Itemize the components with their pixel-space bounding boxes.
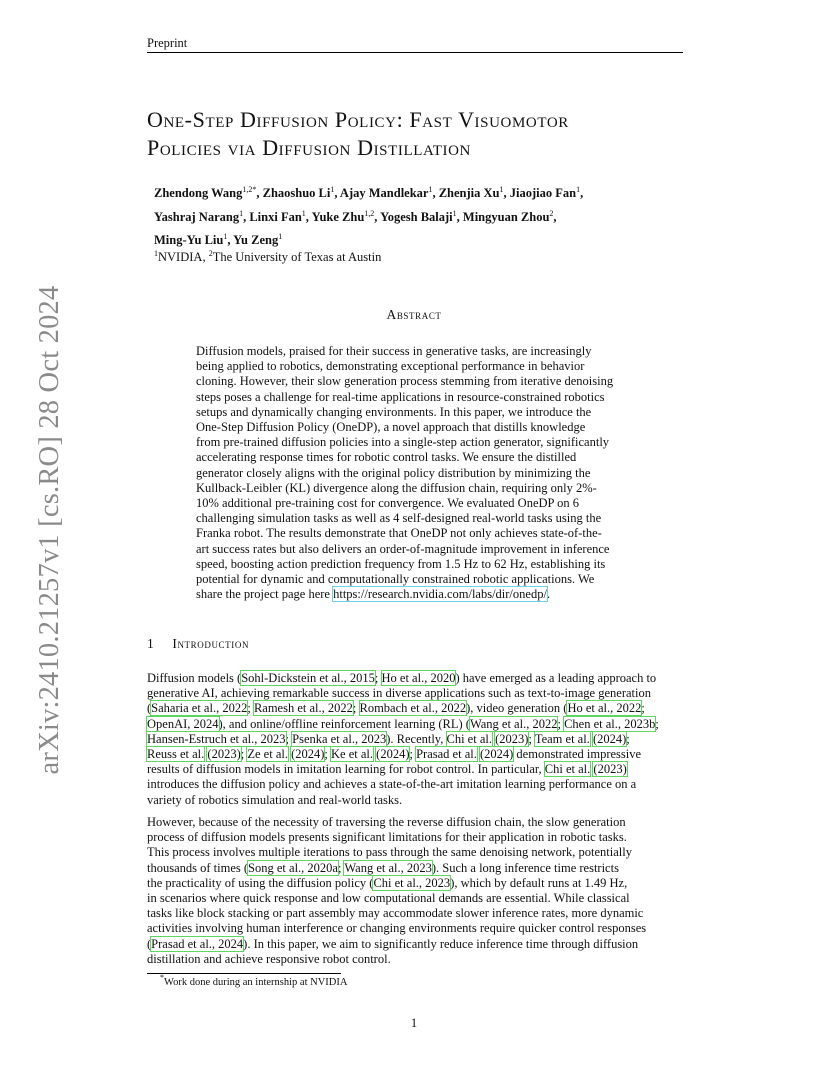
abstract-line: steps poses a challenge for real-time applications in resource-constrained robotics — [196, 389, 605, 404]
affiliation-mark: 2 — [208, 249, 213, 258]
text-run: ), and online/offline reinforcement learning (RL) ( — [218, 716, 470, 731]
text-run: ; — [557, 716, 565, 731]
author-line: Zhendong Wang$^{1,2*}$, Zhaoshuo Li$^1$, Ajay Mandlekar$^1$, Zhenjia Xu$^1$, Jiaojiao Fan$^1$, — [154, 185, 584, 200]
abstract-heading: Abstract — [386, 307, 442, 322]
text-run: This process involves multiple iterations to pass through the same denoising network, potentially — [147, 845, 632, 860]
author-affiliation-mark: 1 — [499, 185, 504, 194]
footnote-text: Work done during an internship at NVIDIA — [164, 977, 348, 988]
text-run: demonstrated impressive — [513, 747, 642, 762]
text-line — [147, 876, 687, 891]
author-affiliation-mark: 1 — [452, 208, 457, 218]
affiliations: $^1$NVIDIA, $^2$The University of Texas at Austin — [154, 249, 382, 264]
author-name: Jiaojiao Fan — [509, 186, 577, 200]
text-run: However, because of the necessity of traversing the reverse diffusion chain, the slow generation — [147, 815, 626, 829]
abstract-line: being applied to robotics, demonstrating exceptional performance in behavior — [196, 359, 585, 374]
text-run: ; — [626, 731, 630, 746]
affiliation-name: The University of Texas at Austin — [212, 250, 382, 264]
text-line — [147, 717, 687, 732]
author-affiliation-mark: 1 — [330, 185, 335, 194]
abstract-text — [196, 344, 636, 602]
citation-link[interactable]: Saharia et al., 2022 — [151, 701, 248, 716]
text-line — [147, 671, 687, 686]
abstract-line: Diffusion models, praised for their success in generative tasks, are increasingly — [196, 344, 592, 358]
abstract-line: accelerating response times for robotic control tasks. We ensure the distilled — [196, 450, 577, 465]
citation-link[interactable]: Hansen-Estruch et al., 2023 — [147, 731, 286, 746]
text-run: ; — [374, 671, 382, 685]
text-run: ; — [655, 716, 659, 731]
running-header: Preprint — [147, 36, 188, 50]
abstract-line: challenging simulation tasks as well as 4 self-designed real-world tasks using the — [196, 511, 602, 526]
abstract-last-line — [196, 587, 636, 602]
text-run: Diffusion models ( — [147, 671, 242, 685]
author-affiliation-mark: 2 — [549, 208, 554, 218]
text-line — [147, 921, 687, 936]
text-line — [147, 906, 687, 921]
title-line-1: One-Step Diffusion Policy: Fast Visuomotor — [147, 107, 569, 132]
text-line — [147, 861, 687, 876]
text-run: process of diffusion models presents significant limitations for their application in robotic tasks. — [147, 830, 627, 845]
citation-link[interactable]: Ke et al. — [331, 747, 374, 762]
text-line — [147, 937, 687, 952]
author-name: Zhendong Wang — [154, 186, 243, 200]
text-run: activities involving human interference or changing environments require quicker control responses — [147, 921, 647, 936]
citation-link[interactable]: Chi et al. — [446, 731, 492, 746]
author-affiliation-mark: 1 — [428, 185, 433, 194]
author-list — [154, 182, 694, 253]
text-run: ( — [147, 936, 152, 951]
text-run: distillation and achieve responsive robot control. — [147, 951, 391, 966]
header-rule — [147, 52, 683, 53]
author-name: Yu Zeng — [233, 233, 279, 247]
citation-link[interactable]: (2024) — [291, 747, 325, 762]
text-line — [147, 952, 687, 967]
author-footnote-mark: * — [252, 185, 257, 194]
title-line-2: Policies via Diffusion Distillation — [147, 135, 471, 160]
author-name: Yuke Zhu — [311, 209, 365, 224]
text-run: generative AI, achieving remarkable success in diverse applications such as text-to-image generation — [147, 686, 651, 701]
text-run: ( — [147, 701, 152, 716]
citation-link[interactable]: Ho et al., 2020 — [381, 671, 456, 685]
citation-link[interactable]: (2024) — [376, 747, 410, 762]
text-line — [147, 686, 687, 701]
text-line — [147, 777, 687, 792]
citation-link[interactable]: Ramesh et al., 2022 — [253, 701, 353, 716]
section-number: 1 — [147, 636, 155, 651]
author-name: Zhenjia Xu — [438, 186, 500, 200]
abstract-line: generator closely aligns with the original policy distribution by minimizing the — [196, 465, 591, 480]
text-line — [147, 830, 687, 845]
footnote-mark: * — [160, 973, 164, 982]
author-affiliation-mark: 1 — [223, 232, 228, 241]
citation-link[interactable]: Chen et al., 2023b — [564, 716, 656, 731]
abstract-lines — [196, 344, 636, 587]
abstract-line: speed, boosting action prediction frequency from 1.5 Hz to 62 Hz, establishing its — [196, 556, 606, 571]
text-run: ). In this paper, we aim to significantly reduce inference time through diffusion — [243, 936, 639, 951]
text-run: ; — [285, 731, 293, 746]
citation-link[interactable]: Chi et al. — [544, 762, 591, 777]
author-affiliation-mark: 1 — [278, 232, 283, 241]
project-page-link[interactable]: https://research.nvidia.com/labs/dir/onedp/ — [333, 587, 547, 602]
citation-link[interactable]: Ho et al., 2022 — [567, 701, 642, 716]
author-affiliation-mark: 1 — [239, 208, 244, 218]
intro-paragraph-1 — [147, 671, 687, 808]
author-name: Yashraj Narang — [154, 209, 240, 224]
author-name: Ajay Mandlekar — [339, 186, 429, 200]
abstract-line: cloning. However, their slow generation process stemming from iterative denoising — [196, 374, 614, 389]
text-line — [147, 747, 687, 762]
author-name: Mingyuan Zhou — [462, 209, 550, 224]
text-run: ), which by default runs at 1.49 Hz, — [450, 875, 628, 890]
citation-link[interactable]: Wang et al., 2023 — [344, 860, 432, 875]
section-title: Introduction — [172, 636, 250, 651]
section-heading-introduction — [147, 636, 249, 652]
abstract-last-prefix: share the project page here — [196, 587, 334, 602]
author-affiliation-mark: 1,2 — [364, 208, 375, 218]
abstract-line: from pre-trained diffusion policies into a single-step action generator, significantly — [196, 435, 610, 450]
text-run: ; — [409, 747, 417, 762]
author-line: Yashraj Narang$^1$, Linxi Fan$^1$, Yuke Zhu$^{1,2}$, Yogesh Balaji$^1$, Mingyuan Zhou$^2$, — [154, 208, 557, 224]
text-line — [147, 793, 687, 808]
text-line — [147, 732, 687, 747]
citation-link[interactable]: Chi et al., 2023 — [373, 875, 451, 890]
page-number: 1 — [410, 1016, 418, 1030]
text-run: ; — [337, 860, 345, 875]
abstract-line: Kullback-Leibler (KL) divergence along the diffusion chain, requiring only 2%- — [196, 480, 597, 495]
text-run: ; — [324, 747, 332, 762]
citation-link[interactable]: Team et al. — [534, 731, 590, 746]
abstract-line: art success rates but also delivers an order-of-magnitude improvement in inference — [196, 541, 610, 556]
citation-link[interactable]: Reuss et al. — [147, 747, 205, 762]
text-run: ; — [240, 747, 248, 762]
citation-link[interactable]: OpenAI, 2024 — [147, 716, 219, 731]
text-run: introduces the diffusion policy and achieves a state-of-the-art imitation learning performance on a — [147, 777, 637, 792]
text-run: tasks like block stacking or part assembly may accommodate slower inference rates, more dynamic — [147, 906, 644, 921]
text-line — [147, 762, 687, 777]
abstract-line: Franka robot. The results demonstrate that OneDP not only achieves state-of-the- — [196, 526, 602, 541]
text-run: ; — [352, 701, 360, 716]
citation-link[interactable]: (2023) — [207, 747, 241, 762]
text-run: ) have emerged as a leading approach to — [455, 671, 657, 685]
text-run: the practicality of using the diffusion policy ( — [147, 875, 374, 890]
abstract-line: 10% additional pre-training cost for convergence. We evaluated OneDP on 6 — [196, 496, 580, 511]
citation-link[interactable]: Ze et al. — [247, 747, 288, 762]
author-name: Linxi Fan — [249, 209, 302, 224]
citation-link[interactable]: Psenka et al., 2023 — [292, 731, 387, 746]
arxiv-identifier-stamp: arXiv:2410.21257v1 [cs.RO] 28 Oct 2024 — [34, 285, 65, 775]
abstract-line: One-Step Diffusion Policy (OneDP), a novel approach that distills knowledge — [196, 420, 586, 435]
affiliation-name: NVIDIA — [158, 250, 203, 264]
abstract-last-suffix: . — [546, 587, 551, 602]
citation-link[interactable]: Rombach et al., 2022 — [359, 701, 467, 716]
text-run: results of diffusion models in imitation learning for robot control. In particular, — [147, 762, 545, 777]
affiliation-mark: 1 — [154, 249, 158, 258]
citation-link[interactable]: (2024) — [592, 731, 627, 746]
citation-link[interactable]: (2023) — [495, 731, 529, 746]
text-run: ). Such a long inference time restricts — [431, 860, 619, 875]
author-name: Ming-Yu Liu — [154, 233, 224, 247]
text-run: thousands of times ( — [147, 860, 249, 875]
text-run: ). Recently, — [386, 731, 447, 746]
intro-paragraph-2 — [147, 815, 687, 967]
footnote — [160, 973, 348, 988]
text-line — [147, 701, 687, 716]
author-line: Ming-Yu Liu$^1$, Yu Zeng$^1$ — [154, 232, 283, 247]
author-affiliation-mark: 1 — [576, 185, 581, 194]
author-affiliation-mark: 1,2 — [242, 185, 253, 194]
paper-title — [147, 106, 707, 162]
text-run: ; — [641, 701, 645, 716]
author-name: Yogesh Balaji — [380, 209, 453, 224]
citation-link[interactable]: (2024) — [479, 747, 514, 762]
text-run: ), video generation ( — [466, 701, 568, 716]
footnote-rule — [147, 973, 341, 974]
citation-link[interactable]: Song et al., 2020a — [248, 860, 338, 875]
abstract-line: setups and dynamically changing environments. In this paper, we introduce the — [196, 404, 592, 419]
text-line — [147, 891, 687, 906]
text-line — [147, 815, 687, 830]
abstract-line: potential for dynamic and computationally constrained robotic applications. We — [196, 572, 595, 587]
text-run: in scenarios where quick response and low computational demands are essential. While classical — [147, 891, 630, 906]
text-line — [147, 845, 687, 860]
text-run: ; — [247, 701, 254, 716]
citation-link[interactable]: Prasad et al., 2024 — [151, 936, 244, 951]
text-run: ; — [528, 731, 535, 746]
citation-link[interactable]: (2023) — [593, 762, 627, 777]
text-run: variety of robotics simulation and real-world tasks. — [147, 792, 403, 807]
author-affiliation-mark: 1 — [301, 208, 306, 218]
author-name: Zhaoshuo Li — [262, 186, 331, 200]
citation-link[interactable]: Prasad et al. — [416, 747, 477, 762]
citation-link[interactable]: Wang et al., 2022 — [469, 716, 558, 731]
citation-link[interactable]: Sohl-Dickstein et al., 2015 — [241, 671, 375, 685]
